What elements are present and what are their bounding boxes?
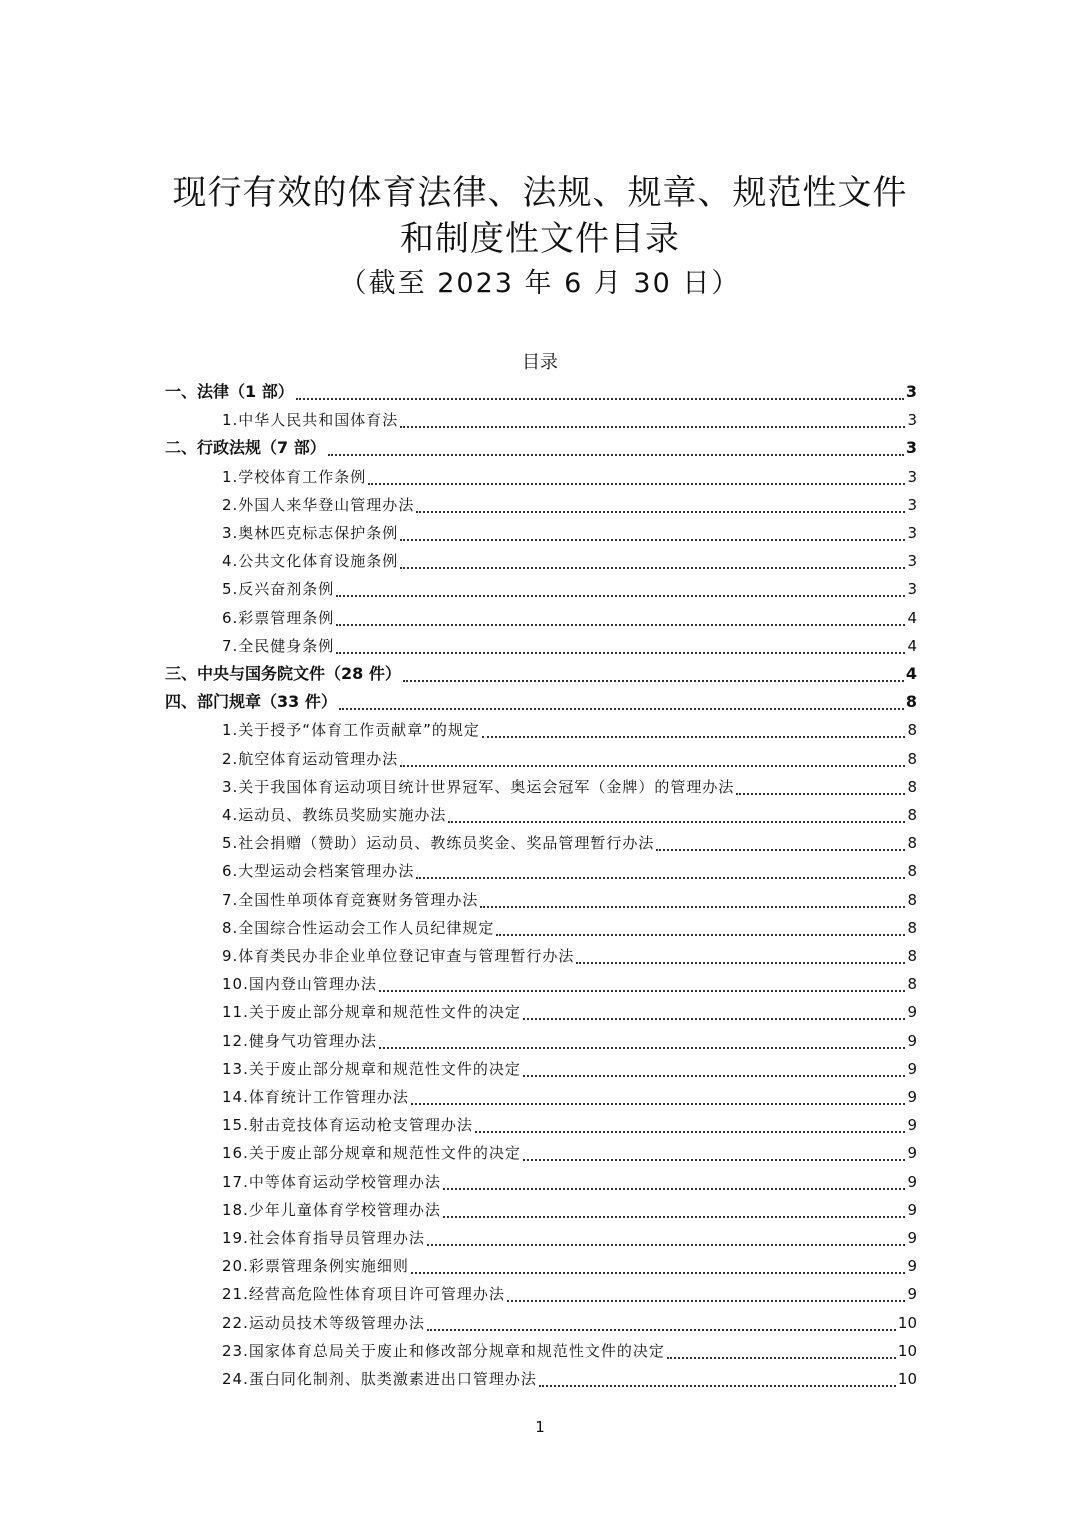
toc-section-entry[interactable]	[165, 434, 917, 462]
toc-entry[interactable]	[222, 1111, 917, 1139]
toc-dot-leader	[507, 1300, 906, 1302]
toc-entry-label: 2.外国人来华登山管理办法	[222, 495, 415, 514]
toc-dot-leader	[482, 736, 906, 738]
toc-dot-leader	[427, 1244, 906, 1246]
toc-entry[interactable]	[222, 1139, 917, 1167]
toc-entry[interactable]	[222, 463, 917, 491]
toc-entry[interactable]	[222, 801, 917, 829]
toc-entry-label: 一、法律（1 部）	[165, 382, 294, 401]
toc-dot-leader	[416, 877, 905, 879]
toc-entry-label: 16.关于废止部分规章和规范性文件的决定	[222, 1144, 521, 1163]
toc-entry-page-number: 8	[907, 890, 917, 909]
toc-entry-page-number: 3	[907, 580, 917, 599]
toc-entry-label: 9.体育类民办非企业单位登记审查与管理暂行办法	[222, 947, 575, 965]
toc-entry-page-number: 3	[907, 552, 917, 571]
toc-entry-label: 5.反兴奋剂条例	[222, 580, 335, 599]
toc-dot-leader	[427, 1329, 896, 1331]
toc-dot-leader	[379, 990, 906, 992]
toc-entry-page-number: 9	[907, 1257, 917, 1276]
toc-section-entry[interactable]	[165, 688, 917, 716]
toc-dot-leader	[339, 708, 904, 710]
toc-entry[interactable]	[222, 1309, 917, 1337]
toc-entry[interactable]	[222, 1337, 917, 1365]
toc-heading: 目录	[522, 352, 558, 373]
toc-entry[interactable]	[222, 1280, 917, 1308]
toc-dot-leader	[736, 793, 905, 795]
document-title-block	[0, 170, 1080, 304]
toc-entry[interactable]	[222, 773, 917, 801]
toc-entry-label: 13.关于废止部分规章和规范性文件的决定	[222, 1059, 521, 1078]
toc-section-entry[interactable]	[165, 378, 917, 406]
toc-entry-label: 四、部门规章（33 件）	[165, 692, 337, 712]
toc-entry-label: 3.奥林匹克标志保护条例	[222, 524, 399, 542]
toc-dot-leader	[480, 906, 905, 908]
toc-entry-label: 2.航空体育运动管理办法	[222, 749, 399, 768]
toc-entry[interactable]	[222, 745, 917, 773]
toc-dot-leader	[416, 511, 905, 513]
toc-entry-label: 21.经营高危险性体育项目许可管理办法	[222, 1285, 505, 1304]
toc-entry-page-number: 9	[907, 1088, 917, 1106]
toc-entry-page-number: 4	[907, 636, 917, 655]
toc-entry-page-number: 9	[907, 1172, 917, 1191]
toc-dot-leader	[523, 1018, 906, 1020]
toc-dot-leader	[576, 962, 905, 964]
toc-dot-leader	[379, 1047, 906, 1049]
toc-dot-leader	[328, 454, 904, 456]
toc-dot-leader	[296, 398, 904, 400]
toc-entry-page-number: 9	[907, 1116, 917, 1135]
toc-entry-page-number: 8	[907, 975, 917, 994]
toc-entry[interactable]	[222, 970, 917, 998]
toc-entry[interactable]	[222, 519, 917, 547]
toc-entry-label: 19.社会体育指导员管理办法	[222, 1229, 425, 1247]
toc-entry-label: 8.全国综合性运动会工作人员纪律规定	[222, 918, 495, 937]
toc-entry[interactable]	[222, 716, 917, 744]
toc-entry-page-number: 9	[907, 1059, 917, 1078]
toc-entry-page-number: 3	[905, 382, 917, 401]
toc-dot-leader	[523, 1075, 906, 1077]
toc-entry-page-number: 3	[907, 467, 917, 486]
toc-entry-page-number: 4	[907, 608, 917, 627]
toc-entry-page-number: 9	[907, 1144, 917, 1163]
toc-entry-label: 23.国家体育总局关于废止和修改部分规章和规范性文件的决定	[222, 1341, 665, 1360]
toc-entry-label: 三、中央与国务院文件（28 件）	[165, 664, 401, 683]
document-title-line-2: 和制度性文件目录	[400, 219, 680, 259]
toc-entry-label: 6.大型运动会档案管理办法	[222, 862, 415, 881]
toc-entry-label: 17.中等体育运动学校管理办法	[222, 1172, 441, 1191]
toc-entry-page-number: 8	[907, 749, 917, 768]
toc-entry[interactable]	[222, 491, 917, 519]
toc-dot-leader	[411, 1272, 906, 1274]
toc-dot-leader	[400, 426, 905, 428]
toc-entry[interactable]	[222, 942, 917, 970]
toc-entry-page-number: 9	[907, 1003, 917, 1022]
toc-entry-label: 24.蛋白同化制剂、肽类激素进出口管理办法	[222, 1370, 537, 1388]
toc-dot-leader	[411, 1103, 906, 1105]
toc-entry-page-number: 10	[897, 1370, 917, 1388]
document-title-line-1: 现行有效的体育法律、法规、规章、规范性文件	[172, 173, 908, 213]
toc-entry[interactable]	[222, 886, 917, 914]
toc-entry[interactable]	[222, 829, 917, 857]
toc-dot-leader	[443, 1216, 906, 1218]
toc-entry-page-number: 10	[897, 1313, 917, 1332]
toc-dot-leader	[667, 1357, 896, 1359]
toc-section-entry[interactable]	[165, 660, 917, 688]
toc-entry[interactable]	[222, 1365, 917, 1393]
toc-entry-label: 1.中华人民共和国体育法	[222, 411, 399, 430]
toc-entry[interactable]	[222, 1252, 917, 1280]
document-date: （截至 2023 年 6 月 30 日）	[339, 268, 741, 299]
toc-entry-page-number: 8	[907, 947, 917, 965]
toc-entry[interactable]	[222, 575, 917, 603]
toc-dot-leader	[496, 934, 905, 936]
toc-entry-label: 1.关于授予“体育工作贡献章”的规定	[222, 721, 480, 740]
toc-entry[interactable]	[222, 998, 917, 1026]
toc-entry[interactable]	[222, 1196, 917, 1224]
toc-entry-label: 22.运动员技术等级管理办法	[222, 1313, 425, 1332]
toc-entry[interactable]	[222, 1224, 917, 1252]
toc-entry[interactable]	[222, 604, 917, 632]
toc-dot-leader	[336, 652, 905, 654]
toc-dot-leader	[403, 680, 904, 682]
toc-entry-label: 4.运动员、教练员奖励实施办法	[222, 806, 447, 824]
toc-entry-page-number: 3	[907, 411, 917, 430]
toc-entry-page-number: 9	[907, 1200, 917, 1219]
toc-entry-page-number: 4	[905, 664, 917, 683]
toc-dot-leader	[443, 1188, 906, 1190]
toc-entry-label: 15.射击竞技体育运动枪支管理办法	[222, 1116, 473, 1135]
toc-entry-page-number: 9	[907, 1229, 917, 1247]
toc-entry-label: 10.国内登山管理办法	[222, 975, 377, 994]
toc-entry[interactable]	[222, 1055, 917, 1083]
toc-dot-leader	[539, 1385, 896, 1387]
toc-entry-page-number: 8	[907, 806, 917, 824]
toc-entry[interactable]	[222, 1027, 917, 1055]
toc-dot-leader	[400, 539, 905, 541]
toc-entry[interactable]	[222, 547, 917, 575]
toc-entry[interactable]	[222, 857, 917, 885]
toc-entry-page-number: 3	[905, 438, 917, 458]
toc-entry-page-number: 9	[907, 1031, 917, 1050]
toc-entry-page-number: 3	[907, 495, 917, 514]
toc-entry-label: 4.公共文化体育设施条例	[222, 552, 399, 571]
toc-entry-page-number: 8	[905, 692, 917, 712]
toc-dot-leader	[368, 483, 905, 485]
toc-entry-label: 6.彩票管理条例	[222, 608, 335, 627]
toc-dot-leader	[336, 624, 905, 626]
toc-entry[interactable]	[222, 1168, 917, 1196]
toc-dot-leader	[475, 1131, 906, 1133]
toc-entry-label: 7.全民健身条例	[222, 636, 335, 655]
toc-entry-label: 二、行政法规（7 部）	[165, 438, 326, 458]
toc-entry[interactable]	[222, 632, 917, 660]
toc-entry-page-number: 9	[907, 1285, 917, 1304]
toc-entry-label: 18.少年儿童体育学校管理办法	[222, 1200, 441, 1219]
toc-dot-leader	[656, 849, 905, 851]
toc-dot-leader	[400, 567, 905, 569]
toc-entry-page-number: 8	[907, 862, 917, 881]
toc-entry-label: 7.全国性单项体育竞赛财务管理办法	[222, 890, 479, 909]
toc-entry-page-number: 8	[907, 777, 917, 796]
toc-entry-label: 3.关于我国体育运动项目统计世界冠军、奥运会冠军（金牌）的管理办法	[222, 777, 735, 796]
toc-entry[interactable]	[222, 914, 917, 942]
toc-entry-page-number: 8	[907, 918, 917, 937]
toc-dot-leader	[523, 1159, 906, 1161]
page-number: 1	[535, 1418, 545, 1436]
toc-entry-label: 14.体育统计工作管理办法	[222, 1088, 409, 1106]
toc-entry[interactable]	[222, 1083, 917, 1111]
toc-dot-leader	[336, 595, 905, 597]
toc-entry[interactable]	[222, 406, 917, 434]
toc-entry-label: 12.健身气功管理办法	[222, 1031, 377, 1050]
toc-entry-label: 20.彩票管理条例实施细则	[222, 1257, 409, 1276]
toc-entry-label: 11.关于废止部分规章和规范性文件的决定	[222, 1003, 521, 1022]
toc-entry-page-number: 3	[907, 524, 917, 542]
toc-entry-label: 5.社会捐赠（赞助）运动员、教练员奖金、奖品管理暂行办法	[222, 834, 655, 853]
toc-entry-page-number: 10	[897, 1341, 917, 1360]
toc-entry-page-number: 8	[907, 721, 917, 740]
toc-dot-leader	[400, 765, 905, 767]
toc-entry-page-number: 8	[907, 834, 917, 853]
toc-entry-label: 1.学校体育工作条例	[222, 467, 367, 486]
toc-dot-leader	[448, 821, 905, 823]
